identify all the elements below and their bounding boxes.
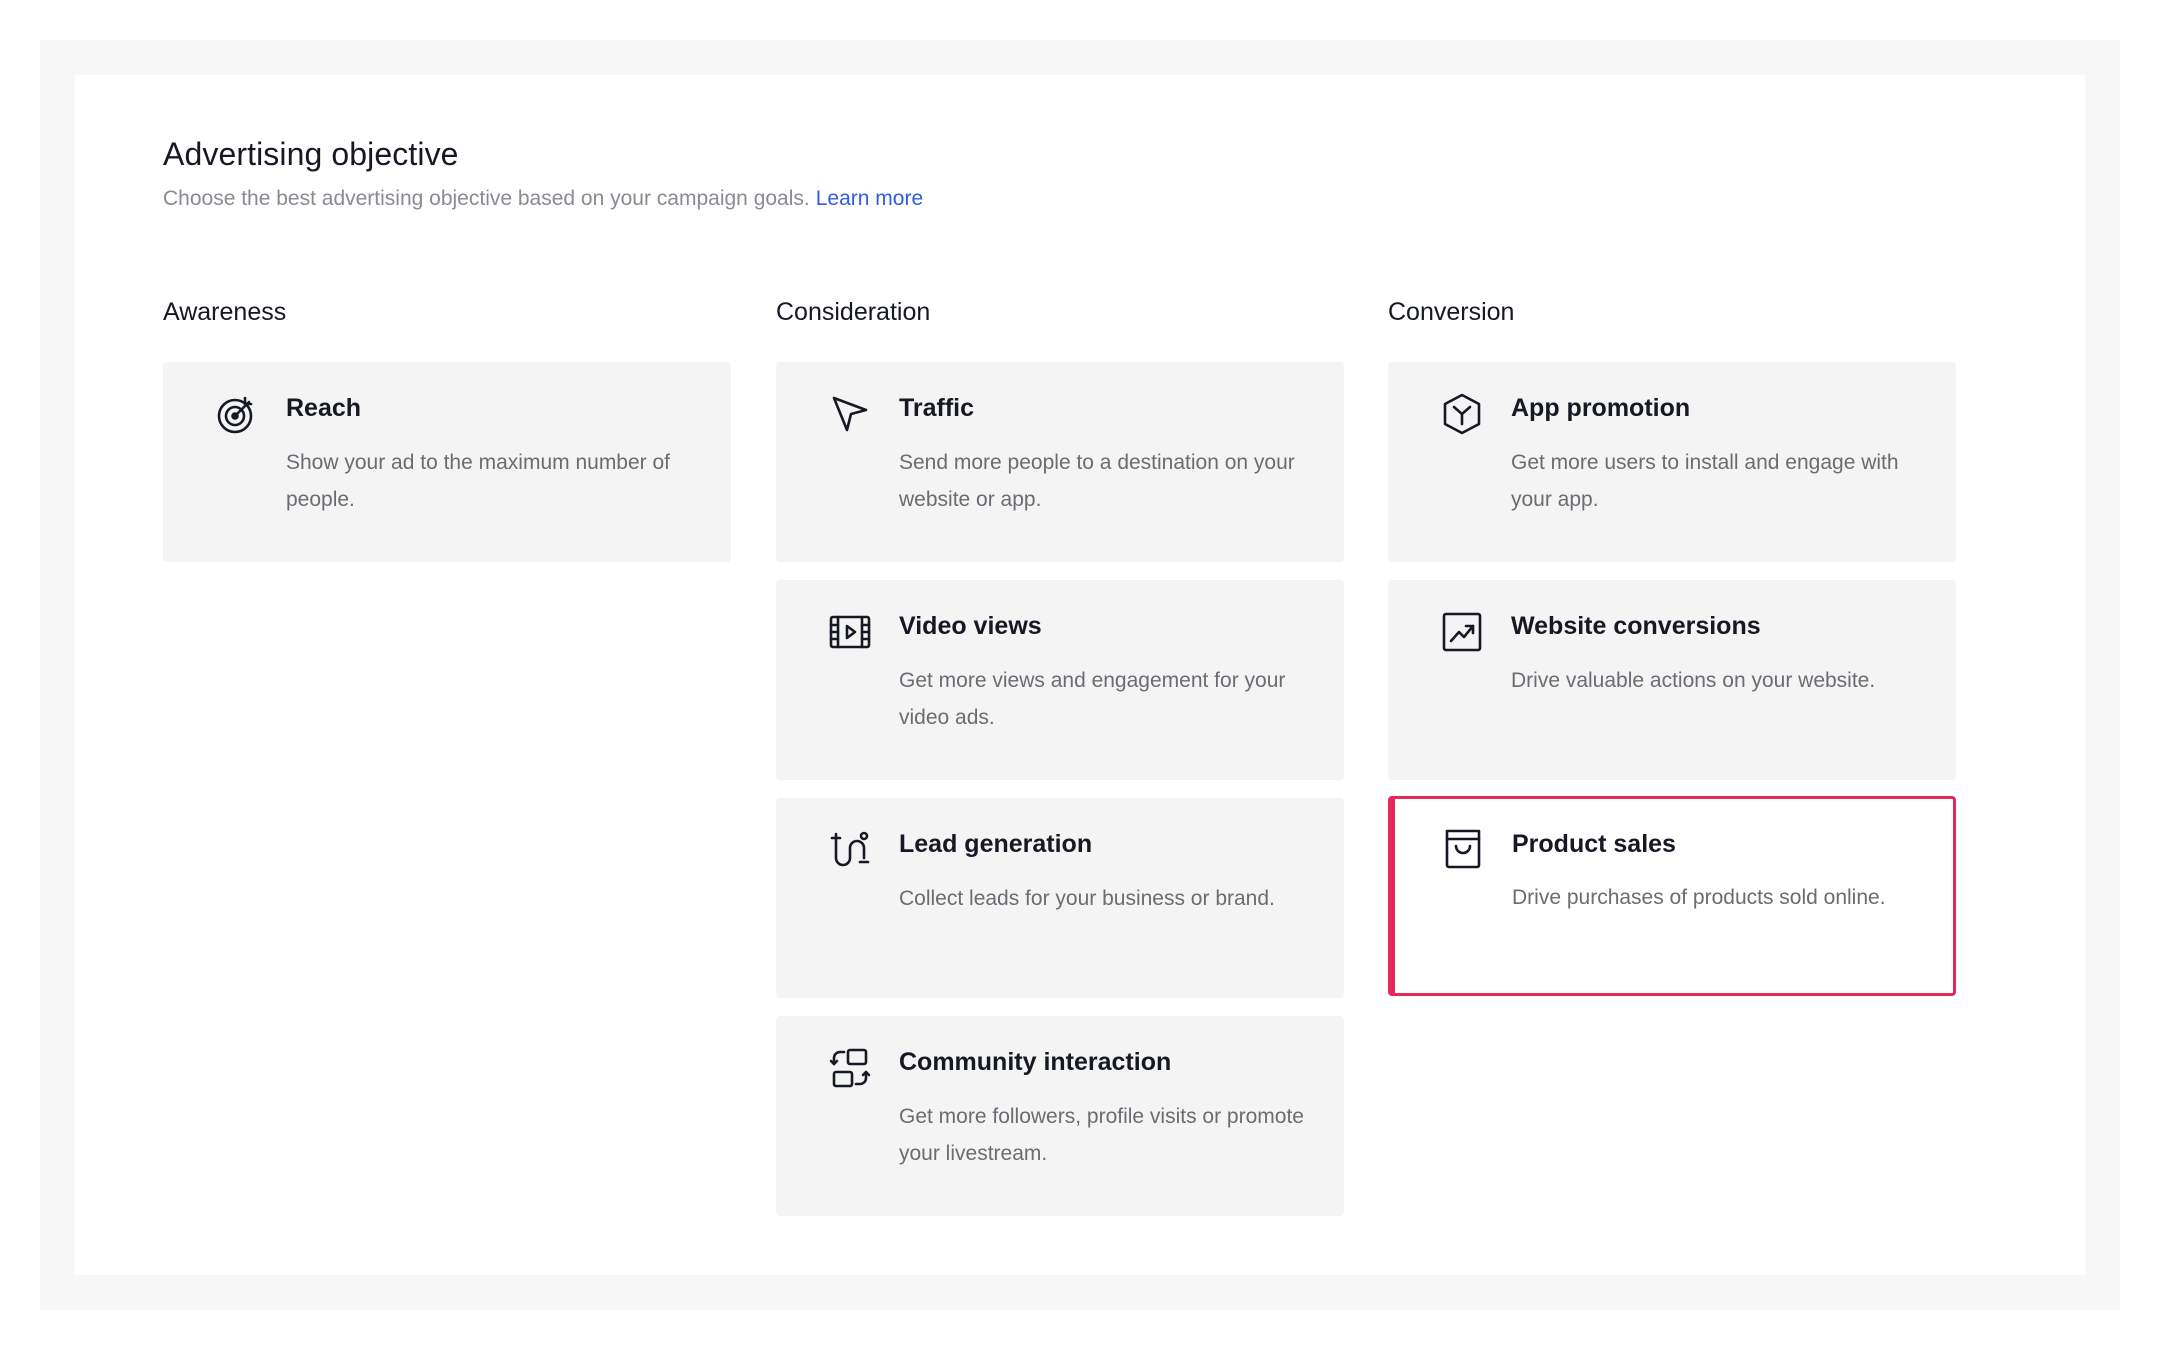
card-title: App promotion	[1511, 394, 1691, 422]
trend-chart-icon	[1440, 610, 1484, 654]
reach-target-icon	[215, 392, 259, 436]
app-cube-icon	[1440, 392, 1484, 436]
page-title: Advertising objective	[163, 136, 459, 172]
shopping-bag-icon	[1441, 827, 1485, 871]
card-title: Video views	[899, 612, 1042, 640]
objective-card-lead-generation[interactable]	[776, 798, 1344, 998]
funnel-magnet-icon	[828, 828, 872, 872]
card-title: Website conversions	[1511, 612, 1761, 640]
card-description: Get more followers, profile visits or promote your livestream.	[899, 1105, 1304, 1165]
card-title: Lead generation	[899, 830, 1093, 858]
card-description: Send more people to a destination on your website or app.	[899, 451, 1295, 511]
card-description: Drive valuable actions on your website.	[1511, 669, 1876, 692]
objective-card-product-sales[interactable]	[1388, 796, 1956, 996]
card-description: Drive purchases of products sold online.	[1512, 886, 1886, 909]
objective-card-reach[interactable]	[163, 362, 731, 562]
community-exchange-icon	[828, 1046, 872, 1090]
objective-card-traffic[interactable]	[776, 362, 1344, 562]
column-heading-consideration: Consideration	[776, 298, 931, 326]
card-description: Get more users to install and engage with your app.	[1511, 451, 1899, 511]
column-heading-conversion: Conversion	[1388, 298, 1515, 326]
objective-card-video-views[interactable]	[776, 580, 1344, 780]
card-description: Show your ad to the maximum number of people.	[286, 451, 671, 511]
card-title: Reach	[286, 394, 362, 422]
page-subtitle	[163, 187, 923, 211]
subtitle-text: Choose the best advertising objective based on your campaign goals.	[163, 187, 810, 210]
objective-card-app-promotion[interactable]	[1388, 362, 1956, 562]
card-description: Collect leads for your business or brand.	[899, 887, 1275, 910]
column-heading-awareness: Awareness	[163, 298, 287, 326]
card-title: Traffic	[899, 394, 975, 422]
objective-card-website-conversions[interactable]	[1388, 580, 1956, 780]
cursor-arrow-icon	[828, 392, 872, 436]
card-title: Product sales	[1512, 830, 1676, 858]
card-title: Community interaction	[899, 1048, 1172, 1076]
film-play-icon	[828, 610, 872, 654]
objective-card-community-interaction[interactable]	[776, 1016, 1344, 1216]
card-description: Get more views and engagement for your video ads.	[899, 669, 1286, 729]
learn-more-link[interactable]: Learn more	[815, 187, 924, 210]
